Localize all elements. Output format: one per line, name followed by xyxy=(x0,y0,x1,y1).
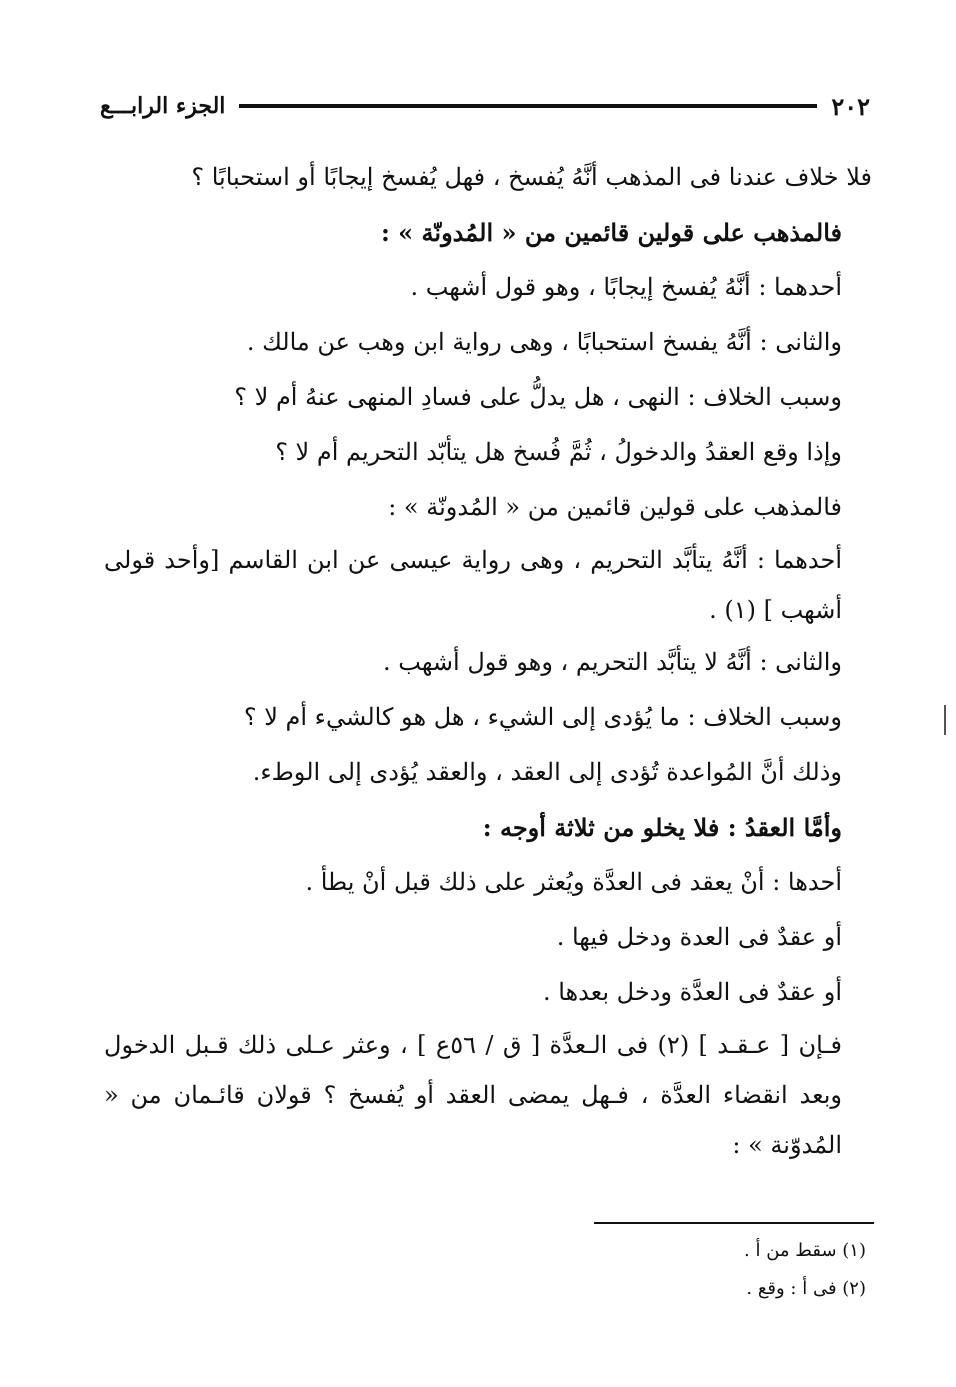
text-line: وأمَّا العقدُ : فلا يخلو من ثلاثة أوجه : xyxy=(482,813,842,842)
header-rule xyxy=(239,104,817,108)
text-line: وسبب الخلاف : ما يُؤدى إلى الشيء ، هل هو كالشيء أم لا ؟ xyxy=(243,703,842,731)
text-line: وإذا وقع العقدُ والدخولُ ، ثُمَّ فُسخ هل يتأبّد التحريم أم لا ؟ xyxy=(275,438,842,466)
text-line: فلا خلاف عندنا فى المذهب أنَّهُ يُفسخ ، فهل يُفسخ إيجابًا أو استحبابًا ؟ xyxy=(191,163,872,191)
footnote: (١) سقط من أ . xyxy=(744,1240,866,1261)
footnote-rule xyxy=(594,1222,874,1224)
text-line: أحدهما : أنَّهُ يُفسخ إيجابًا ، وهو قول أشهب . xyxy=(410,273,842,301)
text-line: والثانى : أنَّهُ يفسخ استحبابًا ، وهى رواية ابن وهب عن مالك . xyxy=(246,328,842,356)
running-title: الجزء الرابـــع xyxy=(100,93,226,119)
text-line: أو عقدٌ فى العدَّة ودخل بعدها . xyxy=(542,978,842,1006)
text-line: والثانى : أنَّهُ لا يتأبَّد التحريم ، وهو قول أشهب . xyxy=(383,648,842,676)
body-text xyxy=(104,150,872,1170)
footnote: (٢) فى أ : وقع . xyxy=(746,1278,866,1299)
text-line: فالمذهب على قولين قائمين من « المُدونّة » : xyxy=(380,218,842,247)
text-line: أو عقدٌ فى العدة ودخل فيها . xyxy=(556,923,842,951)
text-line: وذلك أنَّ المُواعدة تُؤدى إلى العقد ، والعقد يُؤدى إلى الوطء. xyxy=(252,758,842,786)
scan-edge-mark xyxy=(944,705,946,735)
text-line: أحدها : أنْ يعقد فى العدَّة ويُعثر على ذلك قبل أنْ يطأ . xyxy=(305,868,842,896)
text-line: فالمذهب على قولين قائمين من « المُدونّة » : xyxy=(388,493,842,521)
footnotes xyxy=(104,1232,866,1308)
text-line: وسبب الخلاف : النهى ، هل يدلُّ على فسادِ المنهى عنهُ أم لا ؟ xyxy=(234,383,842,411)
page-header xyxy=(100,84,870,128)
text-line: أحدهما : أنَّهُ يتأبَّد التحريم ، وهى رواية عيسى عن ابن القاسم [وأحد قولى أشهب ] (١) . xyxy=(104,546,842,624)
text-line: فـإن [ عـقـد ] (٢) فى الـعدَّة [ ق / ٥٦ع ] ، وعثر عـلى ذلك قـبل الدخول وبعد انقضاء العدَّة ، فـهل يمضى العقد أو يُفسخ ؟ قولان قائـمان من « المُدوّنة » : xyxy=(104,1031,842,1159)
page-number: ٢٠٢ xyxy=(831,91,870,121)
